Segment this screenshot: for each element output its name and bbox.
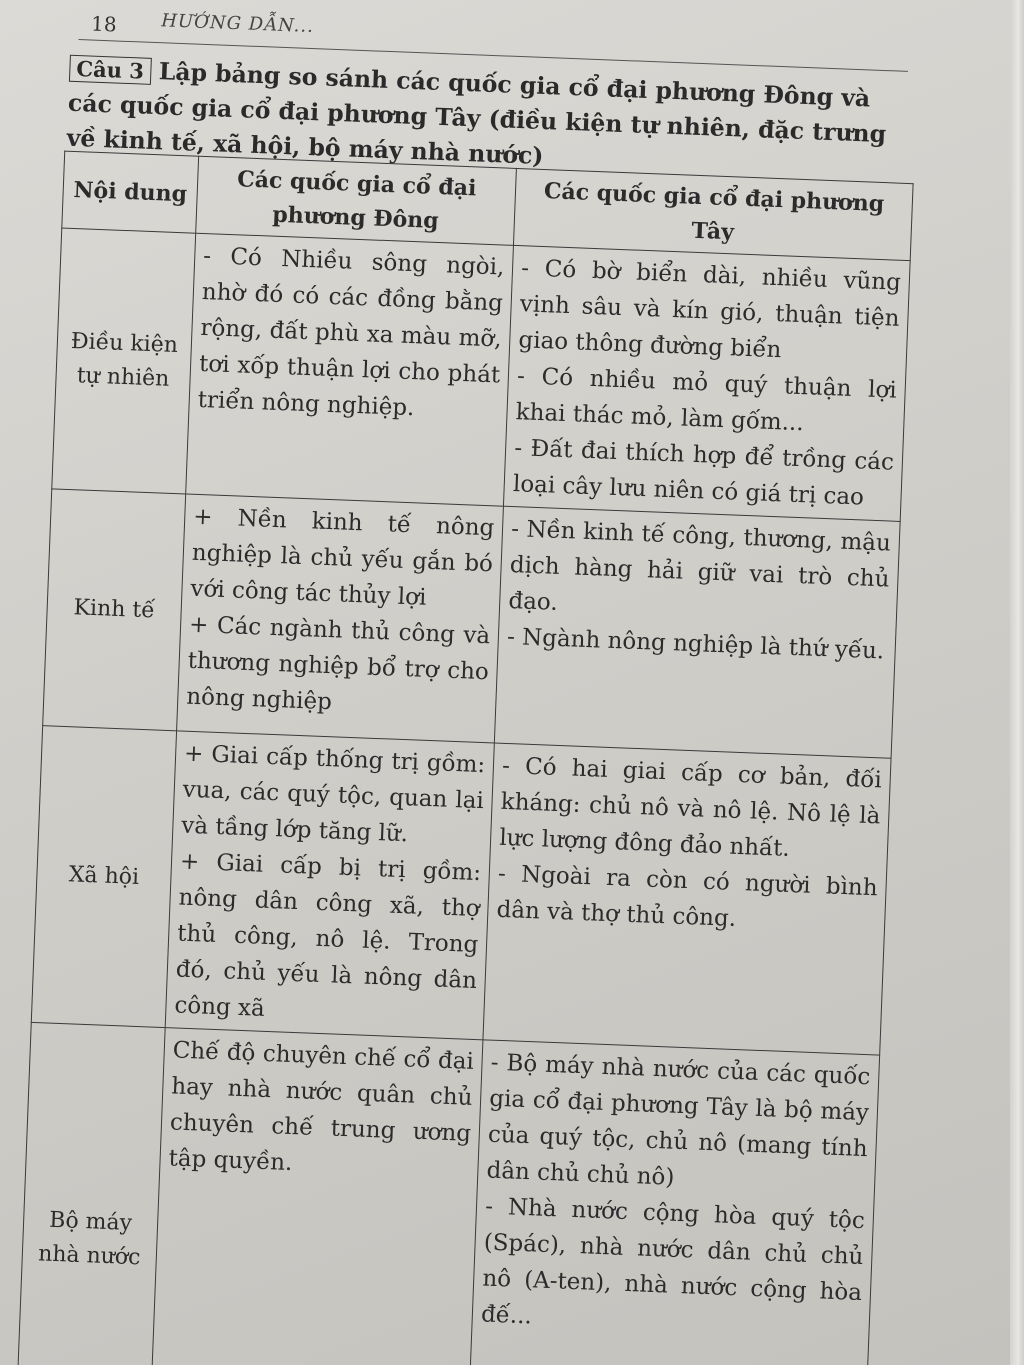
east-cell xyxy=(177,494,504,743)
cell-line: + Nền kinh tế nông nghiệp là chủ yếu gắn bó với công tác thủy lợi xyxy=(190,503,495,611)
question-text: Lập bảng so sánh các quốc gia cổ đại phương Đông và các quốc gia cổ đại phương Tây (điều kiện tự nhiên, đặc trưng về kinh tế, xã hội, bộ máy nhà nước) xyxy=(66,57,887,170)
table-row xyxy=(43,489,900,758)
cell-line: - Nhà nước cộng hòa quý tộc (Spác), nhà nước dân chủ chủ nô (A-ten), nhà nước cộng hòa đế... xyxy=(480,1193,866,1330)
page-edge xyxy=(1010,0,1024,1365)
cell-line: - Có bờ biển dài, nhiều vũng vịnh sâu và kín gió, thuận tiện giao thông đường biển xyxy=(518,255,902,364)
east-cell xyxy=(186,233,514,506)
cell-line: - Ngành nông nghiệp là thứ yếu. xyxy=(506,623,885,665)
cell-line: + Giai cấp thống trị gồm: vua, các quý tộc, quan lại và tầng lớp tăng lữ. xyxy=(180,740,486,848)
cell-line: - Có Nhiều sông ngòi, nhờ đó có các đồng bằng rộng, đất phù xa màu mỡ, tơi xốp thuận lợi cho phát triển nông nghiệp. xyxy=(197,243,505,422)
table-row xyxy=(15,1022,880,1365)
west-cell xyxy=(483,743,891,1055)
cell-line: - Đất đai thích hợp để trồng các loại cây lưu niên có giá trị cao xyxy=(512,435,895,511)
cell-line: + Giai cấp bị trị gồm: nông dân công xã, thợ thủ công, nô lệ. Trong đó, chủ yếu là nông dân công xã xyxy=(174,848,482,1022)
row-label: Xã hội xyxy=(31,726,176,1028)
cell-line: + Các ngành thủ công và thương nghiệp bổ trợ cho nông nghiệp xyxy=(185,611,491,716)
cell-line: - Ngoài ra còn có người bình dân và thợ thủ công. xyxy=(496,860,879,932)
east-cell xyxy=(165,731,494,1040)
west-cell xyxy=(467,1040,880,1365)
cell-line: - Nền kinh tế công, thương, mậu dịch hàng hải giữ vai trò chủ đạo. xyxy=(508,516,892,616)
east-cell xyxy=(149,1028,483,1365)
row-label: Bộ máy nhà nước xyxy=(15,1022,165,1365)
west-cell xyxy=(504,245,911,521)
header-east: Các quốc gia cổ đại phương Đông xyxy=(196,156,517,245)
cell-line: Chế độ chuyên chế cổ đại hay nhà nước quân chủ chuyên chế trung ương tập quyền. xyxy=(168,1037,475,1177)
question-label: Câu 3 xyxy=(69,55,151,85)
cell-line: - Bộ máy nhà nước của các quốc gia cổ đại phương Tây là bộ máy của quý tộc, chủ nô (mang tính dân chủ chủ nô) xyxy=(486,1049,871,1191)
header-west: Các quốc gia cổ đại phương Tây xyxy=(514,168,913,260)
table-row xyxy=(52,228,910,521)
running-head: HƯỚNG DẪN... xyxy=(160,10,315,38)
comparison-table xyxy=(14,151,913,1365)
row-label: Kinh tế xyxy=(43,489,186,731)
row-label: Điều kiện tự nhiên xyxy=(52,228,196,494)
header-content: Nội dung xyxy=(62,151,199,233)
cell-line: - Có hai giai cấp cơ bản, đối kháng: chủ nô và nô lệ. Nô lệ là lực lượng đông đảo nhất. xyxy=(498,752,883,862)
page-number: 18 xyxy=(90,11,118,37)
cell-line: - Có nhiều mỏ quý thuận lợi khai thác mỏ, làm gốm... xyxy=(515,363,898,437)
table-row xyxy=(31,726,891,1055)
west-cell xyxy=(495,506,901,758)
